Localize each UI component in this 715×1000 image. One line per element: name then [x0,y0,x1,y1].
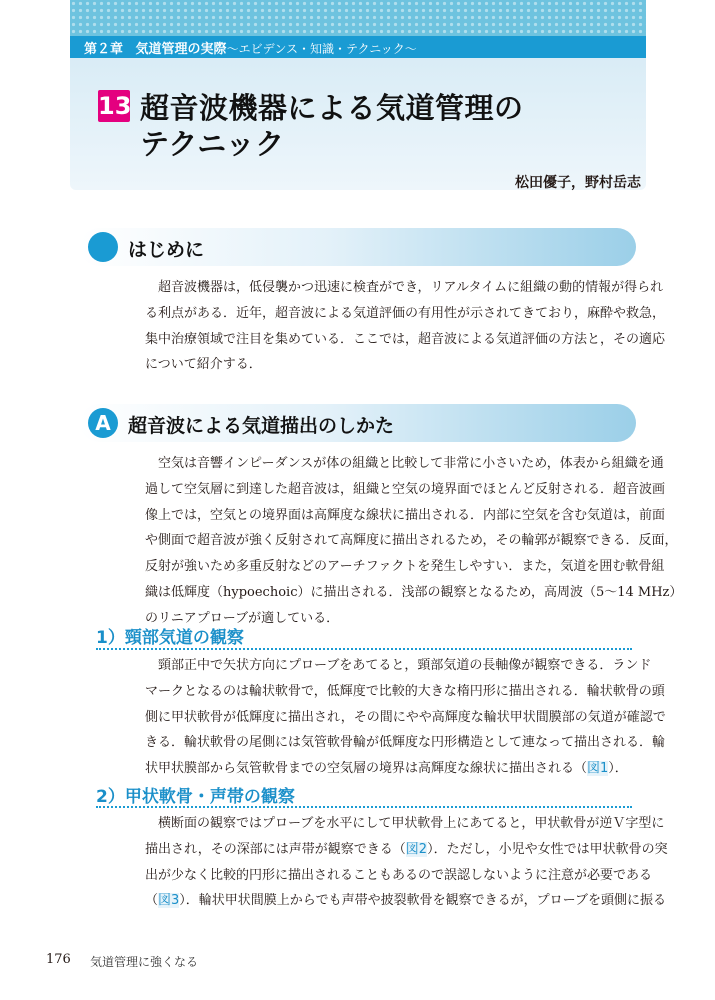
section-title-intro: はじめに [128,239,205,261]
intro-paragraph [145,275,666,378]
chapter-subtitle: 〜エビデンス・知識・テクニック〜 [226,42,417,56]
subsection-2-paragraph [145,811,668,914]
figure-1-link[interactable]: 図1 [587,761,609,777]
text-line: 超音波機器は，低侵襲かつ迅速に検査ができ，リアルタイムに組織の動的情報が得られ [158,280,664,295]
text-line: 集中治療領域で注目を集めている．ここでは，超音波による気道評価の方法と，その適応 [145,331,666,347]
text-line: 頸部正中で矢状方向にプローブをあてると，頸部気道の長軸像が観察できる．ランド [158,658,652,673]
chapter-heading [84,38,417,57]
article-title-line2: テクニック [140,127,285,161]
text-segment: ）． [608,761,628,777]
text-line: る利点がある．近年，超音波による気道評価の有用性が示されてきており，麻酔や救急， [145,305,666,321]
section-title-a: 超音波による気道描出のしかた [128,415,395,437]
subsection-1-paragraph [145,653,666,782]
text-segment: 描出され，その深部には声帯が観察できる（ [145,841,406,857]
text-line: 像上では，空気との境界面は高輝度な線状に描出される．内部に空気を含む気道は，前面 [145,507,666,523]
section-a-paragraph [145,451,683,632]
text-line: 出が少なく比較的円形に描出されることもあるので誤認しないように注意が必要である [145,867,653,883]
subsection-divider [96,806,632,808]
text-segment: ）．ただし，小児や女性では甲状軟骨の突 [427,841,668,857]
chapter-label: 第２章 [84,42,124,57]
section-a-badge: A [88,408,118,438]
subsection-divider [96,648,632,650]
text-line: マークとなるのは輪状軟骨で，低輝度で比較的大きな楕円形に描出される．輪状軟骨の頭 [145,683,665,699]
text-line: きる．輪状軟骨の尾側には気管軟骨輪が低輝度な円形構造として連なって描出される．輪 [145,735,666,751]
text-line: や側面で超音波が強く反射されて高輝度に描出されるため，その輪郭が観察できる．反面， [145,533,678,549]
text-line: について紹介する． [145,357,262,373]
text-line: 側に甲状軟骨が低輝度に描出され，その間にやや高輝度な輪状甲状間膜部の気道が確認で [145,709,666,725]
text-segment: （ [145,893,159,909]
text-segment: ）．輪状甲状間膜上からでも声帯や披裂軟骨を観察できるが，プローブを頭側に振る [179,893,667,909]
article-title-line1: 超音波機器による気道管理の [140,91,524,125]
section-bullet-icon [88,232,118,262]
text-line [145,888,667,914]
figure-2-link[interactable]: 図2 [405,841,428,857]
text-line: のリニアプローブが適している． [145,610,340,626]
article-authors: 松田優子，野村岳志 [515,175,641,191]
subsection-title-1: 1）頸部気道の観察 [96,628,244,648]
page-number: 176 [46,952,71,967]
text-line: 反射が強いため多重反射などのアーチファクトを発生しやすい．また，気道を囲む軟骨組 [145,559,665,575]
running-footer-title: 気道管理に強くなる [90,955,199,969]
text-line [145,837,668,863]
text-line: 過して空気層に到達した超音波は，組織と空気の境界面でほとんど反射される．超音波画 [145,481,666,497]
article-number-badge: 13 [98,92,132,120]
text-line [145,756,635,782]
text-line: 織は低輝度（hypoechoic）に描出される．浅部の観察となるため，高周波（5〜14 MHz） [145,584,683,600]
text-segment: 状甲状膜部から気管軟骨までの空気層の境界は高輝度な線状に描出される（ [145,761,588,777]
subsection-title-2: 2）甲状軟骨・声帯の観察 [96,787,295,807]
chapter-title: 気道管理の実際 [135,42,227,57]
text-line: 空気は音響インピーダンスが体の組織と比較して非常に小さいため，体表から組織を通 [158,456,664,471]
figure-3-link[interactable]: 図3 [158,893,180,909]
text-line: 横断面の観察ではプローブを水平にして甲状軟骨上にあてると，甲状軟骨が逆Ｖ字型に [158,816,665,831]
